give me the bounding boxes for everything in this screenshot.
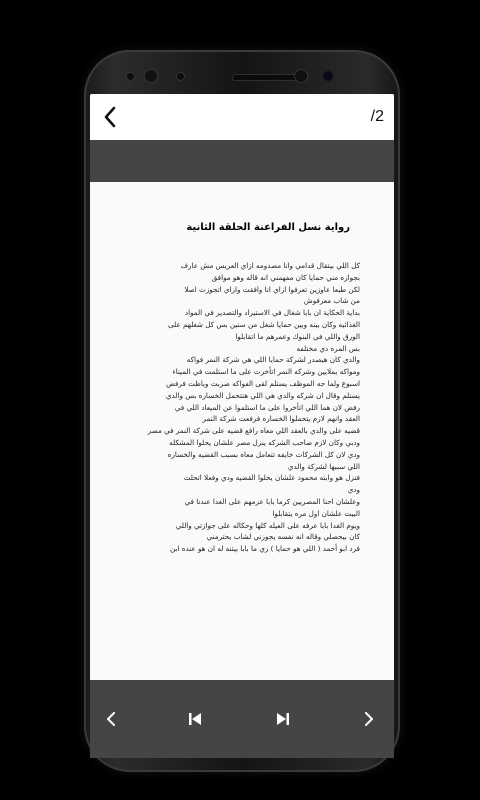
last-page-button[interactable] <box>268 704 298 734</box>
phone-frame <box>84 50 400 772</box>
story-title: رواية نسل الفراعنة الحلقة الثانية <box>186 222 350 233</box>
chevron-right-icon <box>364 712 374 726</box>
front-camera <box>144 69 158 83</box>
skip-previous-icon <box>188 712 202 726</box>
reader-page[interactable] <box>90 182 394 680</box>
iris-led <box>322 70 334 82</box>
iris-sensor <box>294 69 308 83</box>
top-toolbar-strip <box>90 140 394 182</box>
chevron-left-icon <box>106 712 116 726</box>
story-body-text: كل اللي بيتقال قدامي وانا مصدومه ازاي العريس مش عارف بجوازه مني حمايا كان مفهمني انه قاله وهو موافق لكن طبعا عاوزين تعرفوا ازاي انا وافقت وازاي اتجوزت اصلا من شاب معرفوش بداية الحكاية ان بابا شغال في الاستيراد والتصدير في المواد الغذائيه وكان بينه وبين حمايا شغل من سنين بس كل شغلهم على الورق واللي في البنوك وعمرهم ما اتقابلوا بس المره دي مختلفه والدي كان هيصدر لشركة حمايا اللي هي شركة النمر فواكه ومواكه بملايين وشركه النمر اتأخرت على ما استلمت في الميناء اسبوع ولما جه الموظف يستلم لقى الفواكه ضربت وباظت فرفض يستلم وقال ان شركه والدي هي اللي هتتحمل الخساره بس والدي رفض لان هما اللي اتأخروا على ما استلموا عن الميعاد اللي في العقد وانهم لازم يتحملوا الخساره فرفعت شركة النمر قضيه على والدي بالعقد اللي معاه رافع قضيه على شركة النمر في مصر ودبي وكان لازم صاحب الشركه ينزل مصر علشان يحلوا المشكله ودي لان كل الشركات خايفه تتعامل معاه بسبب القضيه والخساره اللي سببها لشركة والدي فنزل هو وابنه محمود علشان يحلوا القضيه ودي وفعلا اتحلت ودي وعلشان احنا المصريين كرما بابا عزمهم على الغدا عندنا في البيت علشان اول مره يتقابلوا ويوم الغدا بابا عرفه على العيله كلها وحكاله على جوازتي واللي كان بيحصلي وقاله انه نفسه يجوزني لشاب يحترمني فرد ابو أحمد ( اللي هو حمايا ) زي ما بابا بيتنه له ان هو عنده ابن <box>147 261 360 554</box>
next-page-button[interactable] <box>354 704 384 734</box>
page-indicator: /2 <box>370 108 384 125</box>
app-header <box>90 94 394 140</box>
light-sensor <box>176 72 185 81</box>
phone-top-bezel <box>84 50 400 94</box>
first-page-button[interactable] <box>180 704 210 734</box>
skip-next-icon <box>276 712 290 726</box>
previous-page-button[interactable] <box>96 704 126 734</box>
proximity-sensor <box>126 72 135 81</box>
chevron-left-icon <box>103 106 117 128</box>
bottom-navigation-bar <box>90 680 394 758</box>
app-screen <box>90 94 394 758</box>
back-button[interactable] <box>90 94 130 140</box>
